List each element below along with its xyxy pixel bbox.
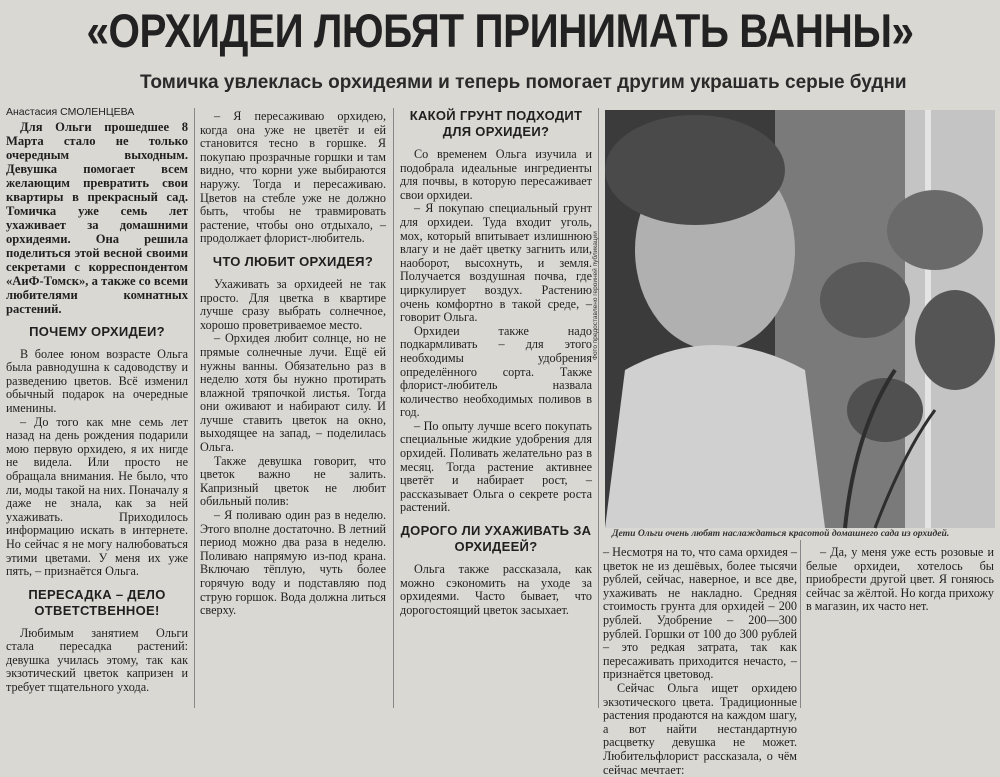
paragraph: – Я пересаживаю орхидею, когда она уже не цветёт и ей становится тесно в горшке. Я покупаю прозрачные горшки и там видно, что корни уже выбираются наружу. Тогда и пересаживаю. Цветов на стебле уже не должно быть, чтобы не травмировать растение, чтобы оно отдыхало, – продолжает флорист-любитель.: [200, 109, 386, 246]
photo-illustration: [605, 110, 995, 528]
paragraph: – До того как мне семь лет назад на день рождения подарили мою первую орхидею, я их нигде не видела. Или просто не обращала внимания. Не было, что ли, моды такой на них. Поначалу я даже не знала, как за ней ухаживать. Приходилось информацию искать в интернете. Но сейчас я не могу налюбоваться этими цветами. У меня их уже пять, – признаётся Ольга.: [6, 414, 188, 579]
paragraph: Сейчас Ольга ищет орхидею экзотического цвета. Традиционные растения продаются на каждом шагу, а вот найти нестандартную расцветку девушка не может. Любительфлорист рассказала, о чём сейчас мечтает:: [603, 680, 797, 777]
subheadline: Томичка увлеклась орхидеями и теперь помогает другим украшать серые будни: [140, 72, 907, 93]
photo-child-with-orchids: [605, 110, 995, 528]
paragraph: – По опыту лучше всего покупать специальные жидкие удобрения для орхидей. Поливать желательно раз в месяц. Тогда растение активнее цветёт и набирает рост, – рассказывает Ольга о секрете роста растений.: [400, 418, 592, 515]
column-5: [806, 546, 994, 706]
column-2: [200, 110, 386, 708]
author: Анастасия СМОЛЕНЦЕВА: [6, 106, 135, 118]
paragraph: Со временем Ольга изучила и подобрала идеальные ингредиенты для почвы, в которую пересаживает свои орхидеи.: [400, 147, 592, 202]
paragraph: – Я покупаю специальный грунт для орхидеи. Туда входит уголь, мох, который впитывает излишнюю влагу и не даёт цветку загнить или, наоборот, высохнуть, и земля. Получается воздушная почва, где циркулирует воздух. Растению очень комфортно в такой среде, – говорит Ольга.: [400, 201, 592, 325]
photo-caption: Дети Ольги очень любят наслаждаться красотой домашнего сада из орхидей.: [612, 528, 950, 539]
paragraph: – Орхидея любит солнце, но не прямые солнечные лучи. Ещё ей нужны ванны. Обязательно раз в неделю хотя бы нужно протирать влажной тряпочкой листья. Тогда они оживают и набирают силу. И лучше ставить цветок на окно, выходящее на запад, – поделилась Ольга.: [200, 331, 386, 455]
paragraph: – Да, у меня уже есть розовые и белые орхидеи, хотелось бы приобрести другой цвет. Я гоняюсь сейчас за жёлтой. Но когда прихожу в магазин, их часто нет.: [806, 545, 994, 614]
photo-credit: Фото предоставлено героиней публикации: [592, 231, 599, 360]
column-4: [603, 545, 797, 777]
lead-paragraph: Для Ольги прошедшее 8 Марта стало не только очередным выходным. Девушка помогает всем желающим превратить свои квартиры в прекрасный сад. Томичка уже семь лет ухаживает за домашними орхидеями. Она решила поделиться этой весной своими секретами с корреспондентом «АиФ-Томск», а также со всеми любителями комнатных растений.: [6, 119, 188, 316]
paragraph: Любимым занятием Ольги стала пересадка растений: девушка училась этому, так как экзотический цветок капризен и требует тщательного ухода.: [6, 625, 188, 695]
paragraph: Ольга также рассказала, как можно сэкономить на уходе за орхидеями. Часто бывает, что дорогостоящий цветок засыхает.: [400, 562, 592, 617]
section-title: ЧТО ЛЮБИТ ОРХИДЕЯ?: [212, 253, 374, 269]
column-1: [6, 106, 188, 706]
section-title: КАКОЙ ГРУНТ ПОДХОДИТ ДЛЯ ОРХИДЕИ?: [409, 108, 583, 139]
paragraph: Орхидеи также надо подкармливать – для этого необходимы удобрения определённого сорта. Также флорист-любитель назвала количество необходимых поливов в год.: [400, 323, 592, 420]
column-3: [400, 106, 592, 706]
paragraph: – Я поливаю один раз в неделю. Этого вполне достаточно. В летний период можно два раза в неделю. Поливаю напрямую из-под крана. Включаю тёплую, чуть более горячую воду и подставляю под струю горшок. Вода должна литься сверху.: [200, 508, 386, 618]
section-title: ПЕРЕСАДКА – ДЕЛО ОТВЕТСТВЕННОЕ!: [28, 586, 166, 618]
section-title: ДОРОГО ЛИ УХАЖИВАТЬ ЗА ОРХИДЕЕЙ?: [400, 523, 592, 555]
section-title: ПОЧЕМУ ОРХИДЕИ?: [29, 323, 165, 339]
paragraph: – Несмотря на то, что сама орхидея – цветок не из дешёвых, более тысячи рублей, сейчас, наверное, и все две, ухаживать не накладно. Средняя стоимость грунта для орхидей – 200 рублей. Удобрение – 200—300 рублей. Горшки от 100 до 300 рублей – это редкая затрата, так как пересаживать приходится нечасто, – признаётся цветовод.: [603, 545, 797, 682]
paragraph: В более юном возрасте Ольга была равнодушна к садоводству и разведению цветов. Всё изменил обычный подарок на очередные именины.: [6, 346, 188, 415]
paragraph: Также девушка говорит, что цветок важно не залить. Капризный цветок не любит обильный полив:: [200, 453, 386, 509]
paragraph: Ухаживать за орхидеей не так просто. Для цветка в квартире лучше сразу выбрать солнечное, хорошо проветриваемое место.: [200, 276, 386, 332]
headline: «ОРХИДЕИ ЛЮБЯТ ПРИНИМАТЬ ВАННЫ»: [86, 4, 914, 57]
